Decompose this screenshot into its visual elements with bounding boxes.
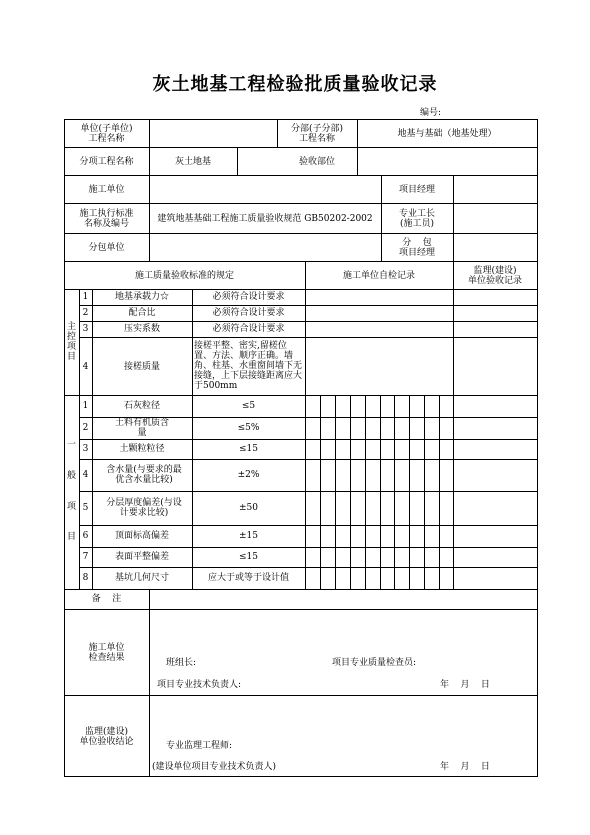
acceptance-part-label: 验收部位	[298, 157, 335, 167]
general-item-name: 石灰粒径	[123, 401, 160, 411]
standard-section-header: 施工质量验收标准的规定	[134, 271, 234, 281]
general-group-char: 般	[66, 471, 76, 481]
page-title: 灰土地基工程检验批质量验收记录	[152, 74, 438, 95]
general-item-no: 5	[82, 503, 89, 513]
general-item-requirement: ±2%	[237, 470, 260, 480]
general-group-char: 项	[66, 502, 76, 512]
general-item-no: 2	[82, 423, 89, 433]
technical-leader-label: 项目专业技术负责人:	[157, 680, 242, 690]
general-item-name: 分层厚度偏差(与设计要求比较)	[106, 498, 182, 518]
general-item-no: 7	[82, 552, 89, 562]
main-item-name: 接槎质量	[123, 362, 160, 372]
general-item-requirement: ≤15	[239, 444, 258, 454]
main-item-name: 压实系数	[123, 324, 160, 334]
main-item-no: 1	[82, 292, 89, 302]
unit-name-label: 单位(子单位) 工程名称	[80, 124, 133, 144]
construction-check-date: 年 月 日	[440, 680, 490, 690]
main-item-requirement: 必须符合设计要求	[212, 292, 285, 302]
main-item-name: 地基承载力☆	[114, 292, 169, 302]
general-item-no: 6	[82, 531, 89, 541]
general-item-name: 土料有机质含量	[114, 418, 169, 438]
supervision-engineer-label: 专业监理工程师:	[166, 741, 233, 751]
subcontract-pm-label: 分 包 项目经理	[398, 238, 435, 258]
main-item-name: 配合比	[128, 308, 156, 318]
general-item-no: 8	[82, 573, 89, 583]
quality-inspector-label: 项目专业质量检查员:	[332, 658, 417, 668]
construction-unit-label: 施工单位	[88, 185, 125, 195]
supervision-conclusion-label: 监理(建设) 单位验收结论	[79, 727, 134, 747]
general-item-requirement: 应大于或等于设计值	[207, 573, 289, 583]
item-name-label: 分项工程名称	[79, 157, 134, 167]
main-item-requirement: 必须符合设计要求	[212, 324, 285, 334]
general-item-name: 含水量(与要求的最优含水量比较)	[106, 465, 182, 485]
document-number-label: 编号:	[420, 108, 442, 118]
main-item-requirement: 接槎平整、密实,留槎位置、方法、顺序正确。墙角、柱基、水重窗间墙下无接缝，上下层接缝距离应大于500mm	[194, 341, 303, 391]
owner-representative-label: (建设单位项目专业技术负责人)	[152, 762, 277, 772]
main-item-requirement: 必须符合设计要求	[212, 308, 285, 318]
general-item-requirement: ≤5	[241, 401, 256, 411]
foreman-label: 专业工长 (施工员)	[398, 209, 435, 229]
general-item-name: 顶面标高偏差	[114, 531, 169, 541]
general-group-char: 一	[66, 440, 76, 450]
self-check-header: 施工单位自检记录	[342, 271, 415, 281]
general-group-char: 目	[66, 532, 76, 542]
main-item-no: 2	[82, 308, 89, 318]
team-leader-label: 班组长:	[166, 658, 197, 668]
supervision-conclusion-date: 年 月 日	[440, 762, 490, 772]
general-item-name: 表面平整偏差	[114, 552, 169, 562]
standard-value: 建筑地基基础工程施工质量验收规范 GB50202-2002	[157, 214, 373, 224]
subdivision-value: 地基与基础（地基处理）	[397, 129, 497, 139]
main-item-no: 4	[82, 362, 89, 372]
construction-check-label: 施工单位 检查结果	[88, 643, 125, 663]
subdivision-label: 分部(子分部) 工程名称	[290, 124, 344, 144]
subcontract-unit-label: 分包单位	[88, 243, 125, 253]
general-item-no: 3	[82, 444, 89, 454]
general-item-name: 基坑几何尺寸	[114, 573, 169, 583]
remarks-label: 备 注	[91, 594, 122, 604]
general-item-name: 土颗粒粒径	[119, 444, 165, 454]
main-item-no: 3	[82, 324, 89, 334]
project-manager-label: 项目经理	[398, 185, 435, 195]
general-item-no: 4	[82, 470, 89, 480]
item-name-value: 灰土地基	[174, 157, 211, 167]
general-item-requirement: ±15	[239, 531, 258, 541]
general-item-requirement: ≤15	[239, 552, 258, 562]
general-item-no: 1	[82, 401, 89, 411]
general-item-requirement: ±50	[239, 503, 258, 513]
standard-label: 施工执行标准 名称及编号	[79, 209, 134, 229]
main-control-group-label: 主控项目	[67, 322, 77, 362]
supervision-header: 监理(建设) 单位验收记录	[467, 266, 522, 286]
general-item-requirement: ≤5%	[237, 423, 260, 433]
